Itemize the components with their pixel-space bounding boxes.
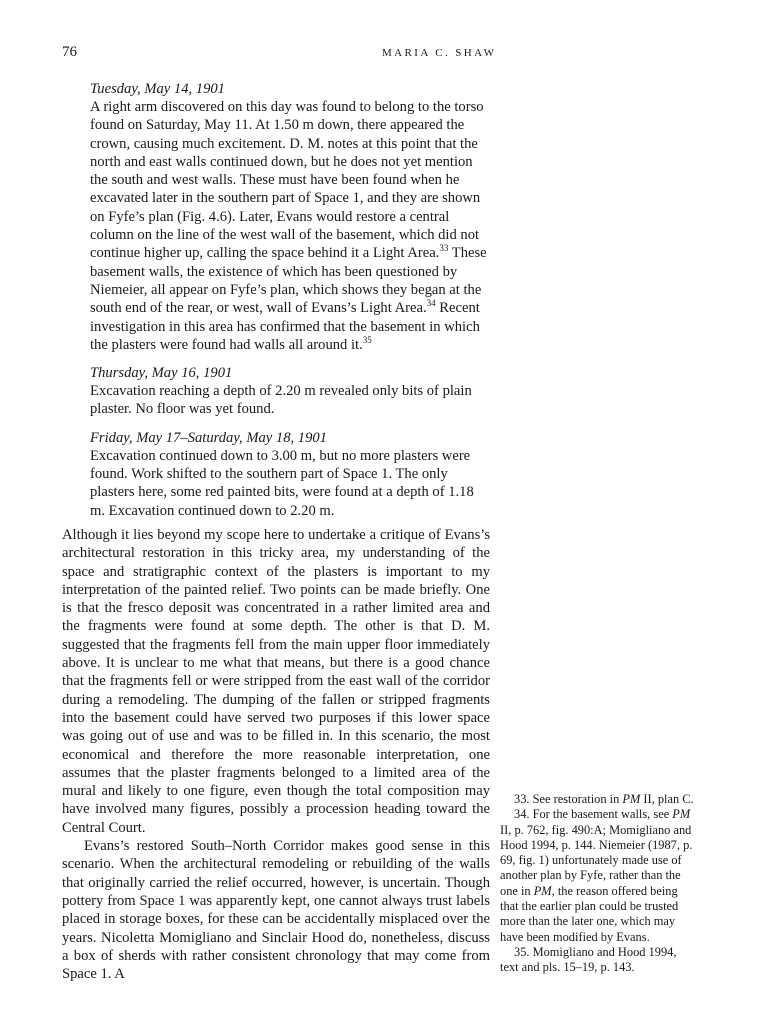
diary-entry-body: Excavation continued down to 3.00 m, but no more plasters were found. Work shifted to the southern part of Space 1. The only plasters here, some red painted bits, were found at a depth of 1.18 m. Excavation continued down to 2.20 m. [90,447,474,519]
main-text [62,526,490,983]
footnote-italic: PM, [533,883,555,898]
page-number: 76 [62,44,77,60]
footnote-ref: 35 [362,335,372,345]
running-head: MARIA C. SHAW [382,47,497,59]
footnote-italic: PM [622,792,641,806]
diary-text: These basement walls, the existence of which has been questioned by Niemeier, all appear on Fyfe’s plan, which shows they began at the south end of the rear, or west, wall of Evans’s Light Area. [90,245,487,317]
footnotes [500,792,696,976]
footnote-34 [500,807,696,945]
diary-text: A right arm discovered on this day was found to belong to the torso found on Saturday, May 11. At 1.50 m down, there appeared the crown, causing much excitement. D. M. notes at this point that the north and east walls continued down, but he does not yet mention the south and west walls. These must have been found when he excavated later in the southern part of Space 1, and they are shown on Fyfe’s plan (Fig. 4.6). Later, Evans would restore a central column on the line of the west wall of the basement, which did not continue higher up, calling the space behind it a Light Area. [90,99,484,262]
diary-entry-body [90,98,490,354]
diary-entry [90,364,490,419]
diary-entry [90,429,490,520]
diary-excerpts [90,80,490,530]
diary-entry [90,80,490,354]
body-paragraph: Evans’s restored South–North Corridor makes good sense in this scenario. When the architectural remodeling or rebuilding of the walls that originally carried the relief occurred, however, is uncertain. Though pottery from Space 1 was apparently kept, one cannot always trust labels placed in storage boxes, for these can be accidentally misplaced over the years. Nicoletta Momigliano and Sinclair Hood do, nonetheless, discuss a box of sherds with rather consistent chronology that may come from Space 1. A [62,838,490,983]
diary-entry-date: Thursday, May 16, 1901 [90,365,233,382]
footnote-text: II, plan C. [640,792,694,806]
diary-entry-date: Friday, May 17–Saturday, May 18, 1901 [90,429,327,446]
footnote-35: 35. Momigliano and Hood 1994, text and pls. 15–19, p. 143. [500,944,677,975]
footnote-italic: PM [672,807,691,822]
footnote-text: II, p. 762, fig. 490:A; Momigliano and Hood 1994, p. 144. Niemeier (1987, p. 69, fig. 1) unfortunately made use of another plan by Fyfe, rather than the one in [500,822,693,898]
footnote-ref: 33 [439,243,449,254]
footnote-33 [500,792,696,807]
diary-text: Recent investigation in this area has confirmed that the basement in which the plasters were found had walls all around it. [90,300,480,353]
footnote-text: the reason offered being that the earlier plan could be trusted more than the later one, which may have been modified by Evans. [500,883,679,944]
diary-entry-body: Excavation reaching a depth of 2.20 m revealed only bits of plain plaster. No floor was yet found. [90,383,472,418]
footnote-ref: 34 [426,298,436,309]
footnote-text: 34. For the basement walls, see [514,807,673,822]
body-paragraph: Although it lies beyond my scope here to undertake a critique of Evans’s architectural restoration in this tricky area, my understanding of the space and stratigraphic context of the plasters is important to my interpretation of the painted relief. Two points can be made briefly. One is that the fresco deposit was concentrated in a rather limited area and the fragments were found at some depth. The other is that D. M. suggested that the fragments fell from the main upper floor immediately above. It is unclear to me what that means, but there is a good chance that the fragments fell or were stripped from the east wall of the corridor during a remodeling. The dumping of the fallen or stripped fragments into the basement could have served two purposes if this lower space was going out of use and was to be filled in. In this scenario, the most economical and therefore the more reasonable interpretation, one assumes that the plaster fragments belonged to a limited area of the mural and likely to one figure, even though the total composition may have involved many figures, possibly a procession heading toward the Central Court. [62,527,490,836]
footnote-text: 33. See restoration in [514,792,623,806]
diary-entry-date: Tuesday, May 14, 1901 [90,81,225,97]
